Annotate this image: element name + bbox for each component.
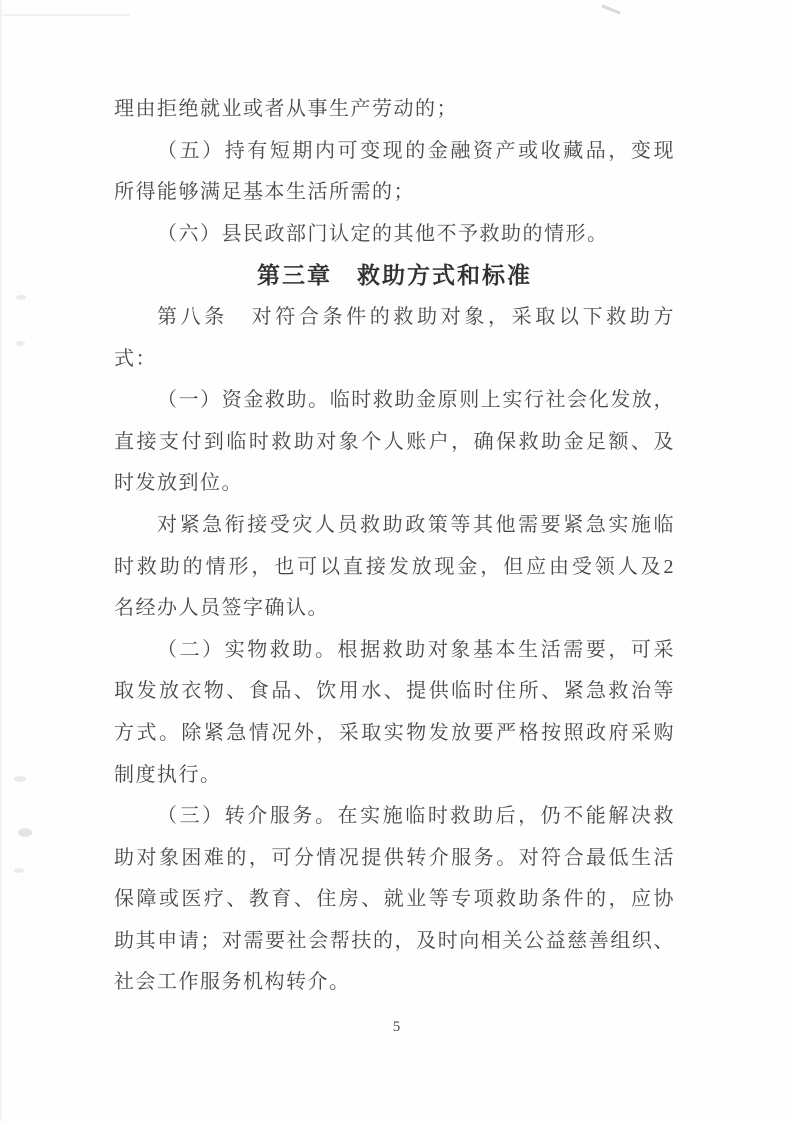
body-line: 第八条 对符合条件的救助对象，采取以下救助方 [157, 305, 675, 328]
chapter-heading: 第三章 救助方式和标准 [257, 262, 532, 289]
body-line: 名经办人员签字确认。 [114, 597, 329, 620]
scan-artifact [0, 14, 130, 16]
body-line: 理由拒绝就业或者从事生产劳动的； [114, 98, 458, 120]
scan-artifact [16, 341, 25, 346]
body-line: 对紧急衔接受灾人员救助政策等其他需要紧急实施临 [157, 513, 675, 536]
body-line: 保障或医疗、教育、住房、就业等专项救助条件的，应协 [114, 888, 675, 911]
body-line: 取发放衣物、食品、饮用水、提供临时住所、紧急救治等 [114, 680, 675, 703]
body-line: 直接支付到临时救助对象个人账户，确保救助金足额、及 [114, 430, 675, 453]
body-line: （二）实物救助。根据救助对象基本生活需要，可采 [157, 638, 675, 661]
body-line: （六）县民政部门认定的其他不予救助的情形。 [157, 222, 609, 245]
body-line: 制度执行。 [114, 763, 222, 786]
body-line: 时发放到位。 [114, 472, 243, 495]
body-line: （一）资金救助。临时救助金原则上实行社会化发放， [157, 389, 675, 412]
body-line: （五）持有短期内可变现的金融资产或收藏品，变现 [157, 139, 675, 162]
body-line: 所得能够满足基本生活所需的； [114, 181, 415, 204]
document-body [114, 89, 675, 1004]
body-line: 助对象困难的，可分情况提供转介服务。对符合最低生活 [114, 846, 675, 869]
body-line: 助其申请；对需要社会帮扶的，及时向相关公益慈善组织、 [114, 929, 675, 952]
scan-artifact [601, 4, 621, 14]
body-line: （三）转介服务。在实施临时救助后，仍不能解决救 [157, 805, 675, 828]
scan-artifact [14, 776, 26, 782]
body-line: 式： [114, 347, 157, 370]
body-line: 时救助的情形，也可以直接发放现金，但应由受领人及2 [114, 555, 675, 578]
scan-artifact [14, 868, 24, 873]
body-line: 社会工作服务机构转介。 [114, 971, 351, 994]
body-line: 方式。除紧急情况外，采取实物发放要严格按照政府采购 [114, 721, 675, 744]
scan-edge-shadow [0, 0, 3, 1121]
scan-artifact [18, 828, 32, 837]
page-number: 5 [392, 1019, 401, 1035]
scan-artifact [16, 295, 26, 300]
